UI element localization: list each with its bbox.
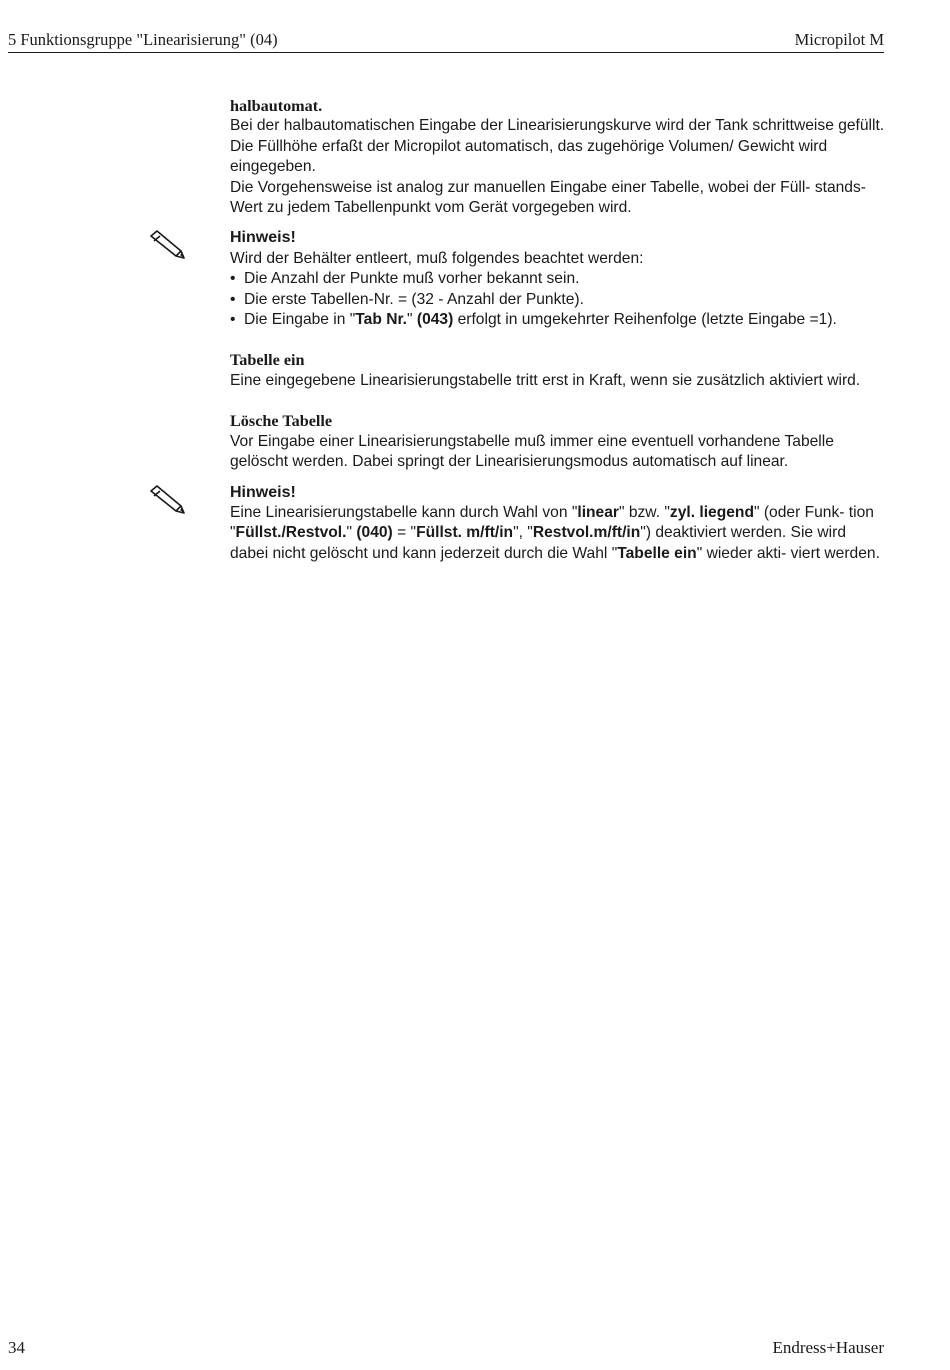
text-run: " (oder Funk- tion "	[230, 503, 874, 542]
param-name: Tab Nr.	[355, 311, 407, 329]
tabelle-ein-title: Tabelle ein	[230, 351, 305, 370]
note-2-title: Hinweis!	[230, 483, 296, 501]
text-run: = "	[392, 524, 417, 542]
halbautomat-para2: Die Vorgehensweise ist analog zur manuellen Eingabe einer Tabelle, wobei der Füll- stands-Wert zu jedem Tabellenpunkt vom Gerät vorgegeben wird.	[230, 178, 866, 217]
tabelle-ein-section	[230, 350, 885, 391]
note-2-text	[230, 503, 885, 564]
text-run: Die Eingabe in "	[244, 311, 356, 329]
page-header	[8, 30, 884, 53]
option-fuellst: Füllst. m/ft/in	[416, 524, 514, 542]
note-1-title: Hinweis!	[230, 229, 296, 247]
loesche-text: Vor Eingabe einer Linearisierungstabelle muß immer eine eventuell vorhandene Tabelle gelöscht werden. Dabei springt der Linearisierungsmodus automatisch auf linear.	[230, 432, 834, 471]
text-run: " bzw. "	[618, 503, 670, 521]
section-title: 5 Funktionsgruppe "Linearisierung" (04)	[8, 30, 278, 49]
text-run: "	[346, 524, 357, 542]
pencil-icon	[148, 230, 186, 260]
loesche-section	[230, 411, 885, 472]
text-run: ", "	[513, 524, 533, 542]
note-1	[230, 228, 885, 330]
note-1-bullet-1: • Die Anzahl der Punkte muß vorher bekannt sein.	[230, 269, 885, 289]
text-run: Eine Linearisierungstabelle kann durch Wahl von "	[230, 503, 578, 521]
note-1-intro: Wird der Behälter entleert, muß folgendes beachtet werden:	[230, 249, 644, 267]
halbautomat-title: halbautomat.	[230, 97, 323, 115]
option-linear: linear	[577, 503, 619, 521]
param-code: (043)	[416, 311, 454, 329]
tabelle-ein-text: Eine eingegebene Linearisierungstabelle tritt erst in Kraft, wenn sie zusätzlich aktiviert wird.	[230, 371, 861, 389]
halbautomat-para1: Bei der halbautomatischen Eingabe der Linearisierungskurve wird der Tank schrittweise gefüllt. Die Füllhöhe erfaßt der Micropilot automatisch, das zugehörige Volumen/ Gewicht wird eingegeben.	[230, 117, 885, 176]
text-run: " wieder akti- viert werden.	[696, 544, 880, 562]
pencil-icon	[148, 485, 186, 515]
option-zyl-liegend: zyl. liegend	[669, 503, 754, 521]
brand-name: Endress+Hauser	[772, 1338, 884, 1357]
main-content	[230, 96, 885, 564]
function-name: Füllst./Restvol.	[235, 524, 347, 542]
text-run: erfolgt in umgekehrter Reihenfolge (letzte Eingabe =1).	[453, 311, 837, 329]
text-run: ") deaktiviert werden. Sie wird dabei nicht gelöscht und kann jederzeit durch die Wahl "	[230, 524, 847, 562]
note-1-bullet-3	[230, 310, 885, 330]
page-number: 34	[8, 1338, 25, 1357]
function-code: (040)	[356, 524, 393, 542]
note-2	[230, 483, 885, 565]
loesche-title: Lösche Tabelle	[230, 412, 333, 431]
note-1-bullet-2: • Die erste Tabellen-Nr. = (32 - Anzahl der Punkte).	[230, 290, 885, 310]
text-run: "	[407, 311, 417, 329]
halbautomat-section	[230, 96, 885, 218]
option-tabelle-ein: Tabelle ein	[617, 544, 697, 562]
product-name: Micropilot M	[794, 30, 884, 49]
option-restvol: Restvol.m/ft/in	[532, 524, 641, 542]
